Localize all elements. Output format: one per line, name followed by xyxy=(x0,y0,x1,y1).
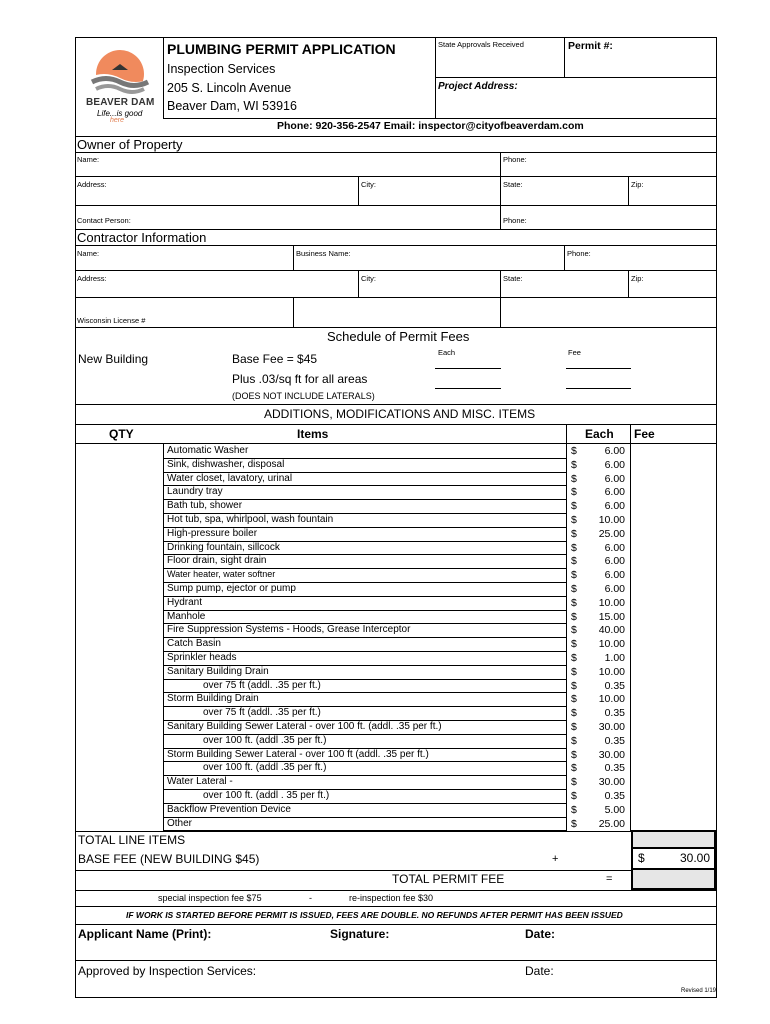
fee-item-label: Storm Building Drain xyxy=(167,693,259,705)
fee-item-label: Sanitary Building Drain xyxy=(167,665,269,677)
fee-row xyxy=(0,720,770,734)
fee-each-amount: 10.00 xyxy=(598,638,625,651)
fee-each-amount: 10.00 xyxy=(598,596,625,609)
fee-each-amount: 6.00 xyxy=(604,541,625,554)
signature-field[interactable]: Signature: xyxy=(330,927,390,941)
fee-item-label: Manhole xyxy=(167,610,206,622)
fee-each-amount: 30.00 xyxy=(598,721,625,733)
laterals-note: (DOES NOT INCLUDE LATERALS) xyxy=(232,391,375,401)
fee-each-amount: 0.35 xyxy=(604,679,625,692)
fee-currency: $ xyxy=(571,500,577,513)
office-city: Beaver Dam, WI 53916 xyxy=(167,99,297,113)
sqft-total-line[interactable] xyxy=(566,388,631,389)
fee-currency: $ xyxy=(571,776,577,789)
fee-row xyxy=(0,610,770,624)
fee-column-header: Fee xyxy=(634,427,655,441)
state-approvals-label: State Approvals Received xyxy=(438,40,524,49)
fee-item-label: Laundry tray xyxy=(167,486,223,498)
contractor-business-field[interactable]: Business Name: xyxy=(296,249,351,258)
equals-sign: = xyxy=(606,873,613,885)
double-fee-warning: IF WORK IS STARTED BEFORE PERMIT IS ISSUED, FEES ARE DOUBLE. NO REFUNDS AFTER PERMIT HAS BEEN ISSUED xyxy=(126,910,623,920)
fee-currency: $ xyxy=(571,527,577,540)
fee-item-label: over 75 ft (addl. .35 per ft.) xyxy=(203,679,321,691)
fee-item-label: over 75 ft (addl. .35 per ft.) xyxy=(203,707,321,719)
base-fee-amount: 30.00 xyxy=(679,851,710,865)
fee-currency: $ xyxy=(571,790,577,802)
fee-row xyxy=(0,748,770,762)
contractor-name-field[interactable]: Name: xyxy=(77,249,100,258)
fee-each-amount: 10.00 xyxy=(598,665,625,678)
fee-item-label: Fire Suppression Systems - Hoods, Grease Interceptor xyxy=(167,624,411,636)
sqft-fee-label: Plus .03/sq ft for all areas xyxy=(232,372,368,386)
fee-currency: $ xyxy=(571,721,577,733)
fee-currency: $ xyxy=(571,472,577,485)
fee-item-label: Bath tub, shower xyxy=(167,500,243,512)
total-permit-fee-box[interactable] xyxy=(631,870,716,890)
fee-currency: $ xyxy=(571,817,577,830)
each-column-header: Each xyxy=(585,427,614,441)
total-permit-fee-label: TOTAL PERMIT FEE xyxy=(392,872,505,886)
fee-item-label: Backflow Prevention Device xyxy=(167,803,291,815)
revision-note: Revised 1/19 xyxy=(681,988,717,994)
fee-item-label: Water Lateral - xyxy=(167,776,233,788)
fee-separator: - xyxy=(309,893,312,903)
logo-name: BEAVER DAM xyxy=(86,97,155,108)
fee-row xyxy=(0,596,770,610)
office-street: 205 S. Lincoln Avenue xyxy=(167,81,292,95)
logo-tagline: Life...is good xyxy=(97,109,143,118)
schedule-heading: Schedule of Permit Fees xyxy=(327,329,470,344)
fee-currency: $ xyxy=(571,693,577,706)
base-fee-each-line[interactable] xyxy=(435,368,501,369)
owner-zip-field[interactable]: Zip: xyxy=(631,180,644,189)
fee-each-amount: 40.00 xyxy=(598,624,625,637)
owner-contact-field[interactable]: Contact Person: xyxy=(77,216,131,225)
applicant-name-field[interactable]: Applicant Name (Print): xyxy=(78,927,212,941)
plus-sign: + xyxy=(552,853,559,865)
fee-item-label: Storm Building Sewer Lateral - over 100 ft (addl. .35 per ft.) xyxy=(167,748,429,760)
items-column-header: Items xyxy=(297,427,329,441)
city-logo xyxy=(82,44,158,126)
fee-row xyxy=(0,513,770,527)
fee-each-amount: 15.00 xyxy=(598,610,625,623)
approval-date-field[interactable]: Date: xyxy=(525,964,554,978)
applicant-date-field[interactable]: Date: xyxy=(525,927,556,941)
fee-each-amount: 0.35 xyxy=(604,790,625,802)
fee-row xyxy=(0,568,770,582)
fee-currency: $ xyxy=(571,679,577,692)
fee-currency: $ xyxy=(571,665,577,678)
fee-row xyxy=(0,472,770,486)
fee-row xyxy=(0,541,770,555)
special-inspection-fee: special inspection fee $75 xyxy=(158,893,262,903)
fee-currency: $ xyxy=(571,514,577,526)
fee-each-amount: 0.35 xyxy=(604,734,625,747)
fee-each-amount: 30.00 xyxy=(598,748,625,761)
fee-row xyxy=(0,665,770,679)
fee-row xyxy=(0,499,770,513)
contractor-state-field[interactable]: State: xyxy=(503,274,523,283)
total-line-items-label: TOTAL LINE ITEMS xyxy=(78,833,186,847)
fee-each-amount: 25.00 xyxy=(598,527,625,540)
office-name: Inspection Services xyxy=(167,62,276,76)
fee-row xyxy=(0,485,770,499)
fee-row xyxy=(0,623,770,637)
fee-currency: $ xyxy=(571,541,577,554)
fee-item-label: Water heater, water softner xyxy=(167,569,276,580)
fee-row xyxy=(0,817,770,831)
project-address-label: Project Address: xyxy=(438,81,518,92)
fee-item-label: over 100 ft. (addl . 35 per ft.) xyxy=(203,790,330,801)
owner-phone-field[interactable]: Phone: xyxy=(503,155,527,164)
owner-heading: Owner of Property xyxy=(77,137,183,152)
fee-each-amount: 1.00 xyxy=(604,652,625,664)
fee-item-label: Drinking fountain, sillcock xyxy=(167,541,280,553)
total-line-items-box[interactable] xyxy=(631,830,716,849)
fee-item-label: Sump pump, ejector or pump xyxy=(167,583,296,594)
fee-currency: $ xyxy=(571,638,577,651)
fee-row xyxy=(0,803,770,817)
reinspection-fee: re-inspection fee $30 xyxy=(349,893,434,903)
fee-item-label: High-pressure boiler xyxy=(167,527,258,539)
fee-item-label: Catch Basin xyxy=(167,638,221,650)
fee-row xyxy=(0,761,770,775)
fee-each-amount: 6.00 xyxy=(604,569,625,582)
fee-item-label: over 100 ft. (addl .35 per ft.) xyxy=(203,734,327,746)
fee-each-amount: 6.00 xyxy=(604,555,625,568)
fee-item-label: over 100 ft. (addl .35 per ft.) xyxy=(203,762,327,774)
fee-each-amount: 6.00 xyxy=(604,486,625,499)
fee-currency: $ xyxy=(571,762,577,775)
new-building-label: New Building xyxy=(78,352,149,366)
fee-row xyxy=(0,444,770,458)
fee-currency: $ xyxy=(571,748,577,761)
fee-item-label: Sink, dishwasher, disposal xyxy=(167,458,285,470)
fee-row xyxy=(0,775,770,789)
fee-row xyxy=(0,582,770,596)
fee-currency: $ xyxy=(571,624,577,637)
fee-each-amount: 6.00 xyxy=(604,458,625,471)
base-fee-total-label: BASE FEE (NEW BUILDING $45) xyxy=(78,852,260,866)
fee-item-label: Hydrant xyxy=(167,596,203,608)
owner-city-field[interactable]: City: xyxy=(361,180,376,189)
logo-tagline-script: here xyxy=(110,117,125,124)
fee-currency: $ xyxy=(571,652,577,664)
office-contact: Phone: 920-356-2547 Email: inspector@cityofbeaverdam.com xyxy=(277,120,584,132)
fee-row xyxy=(0,651,770,665)
sun-wave-icon xyxy=(82,44,158,104)
fee-row xyxy=(0,692,770,706)
fee-row xyxy=(0,789,770,803)
owner-name-field[interactable]: Name: xyxy=(77,155,100,164)
fee-each-amount: 0.35 xyxy=(604,762,625,775)
fee-each-amount: 10.00 xyxy=(598,514,625,526)
fee-currency: $ xyxy=(571,734,577,747)
schedule-fee-label: Fee xyxy=(568,348,581,357)
fee-item-label: Sanitary Building Sewer Lateral - over 100 ft. (addl. .35 per ft.) xyxy=(167,721,442,732)
schedule-each-label: Each xyxy=(438,348,456,357)
contractor-city-field[interactable]: City: xyxy=(361,274,376,283)
fee-row xyxy=(0,679,770,693)
fee-currency: $ xyxy=(571,486,577,499)
fee-item-label: Other xyxy=(167,817,193,829)
form-title: PLUMBING PERMIT APPLICATION xyxy=(167,41,396,57)
fee-item-label: Automatic Washer xyxy=(167,445,249,456)
fee-item-label: Hot tub, spa, whirlpool, wash fountain xyxy=(167,514,334,525)
fee-currency: $ xyxy=(571,583,577,595)
contractor-phone-field[interactable]: Phone: xyxy=(567,249,591,258)
fee-currency: $ xyxy=(571,458,577,471)
fee-currency: $ xyxy=(571,707,577,720)
fee-row xyxy=(0,527,770,541)
fee-each-amount: 0.35 xyxy=(604,707,625,720)
fee-each-amount: 10.00 xyxy=(598,693,625,706)
approved-by-field[interactable]: Approved by Inspection Services: xyxy=(78,964,257,978)
fee-currency: $ xyxy=(571,445,577,457)
base-fee-label: Base Fee = $45 xyxy=(232,352,318,366)
fee-each-amount: 5.00 xyxy=(604,803,625,816)
contractor-zip-field[interactable]: Zip: xyxy=(631,274,644,283)
fee-item-label: Floor drain, sight drain xyxy=(167,555,267,567)
fee-each-amount: 25.00 xyxy=(598,817,625,830)
sqft-each-line[interactable] xyxy=(435,388,501,389)
owner-address-field[interactable]: Address: xyxy=(77,180,107,189)
fee-currency: $ xyxy=(571,803,577,816)
owner-state-field[interactable]: State: xyxy=(503,180,523,189)
contractor-license-field[interactable]: Wisconsin License # xyxy=(77,316,146,325)
fee-item-label: Sprinkler heads xyxy=(167,652,237,663)
owner-contact-phone-field[interactable]: Phone: xyxy=(503,216,527,225)
contractor-heading: Contractor Information xyxy=(77,230,207,245)
base-fee-total-line[interactable] xyxy=(566,368,631,369)
base-fee-currency: $ xyxy=(638,851,645,865)
fee-row xyxy=(0,637,770,651)
qty-column-header: QTY xyxy=(109,427,134,441)
fee-each-amount: 6.00 xyxy=(604,445,625,457)
fee-each-amount: 6.00 xyxy=(604,500,625,513)
fee-row xyxy=(0,706,770,720)
fee-row xyxy=(0,554,770,568)
fee-currency: $ xyxy=(571,596,577,609)
fee-currency: $ xyxy=(571,555,577,568)
fee-each-amount: 30.00 xyxy=(598,776,625,789)
fee-currency: $ xyxy=(571,610,577,623)
fee-each-amount: 6.00 xyxy=(604,472,625,485)
fee-row xyxy=(0,458,770,472)
fee-currency: $ xyxy=(571,569,577,582)
fee-item-label: Water closet, lavatory, urinal xyxy=(167,472,293,484)
fee-row xyxy=(0,734,770,748)
permit-number-label: Permit #: xyxy=(568,40,613,52)
contractor-address-field[interactable]: Address: xyxy=(77,274,107,283)
additions-heading: ADDITIONS, MODIFICATIONS AND MISC. ITEMS xyxy=(264,407,536,421)
fee-each-amount: 6.00 xyxy=(604,583,625,595)
